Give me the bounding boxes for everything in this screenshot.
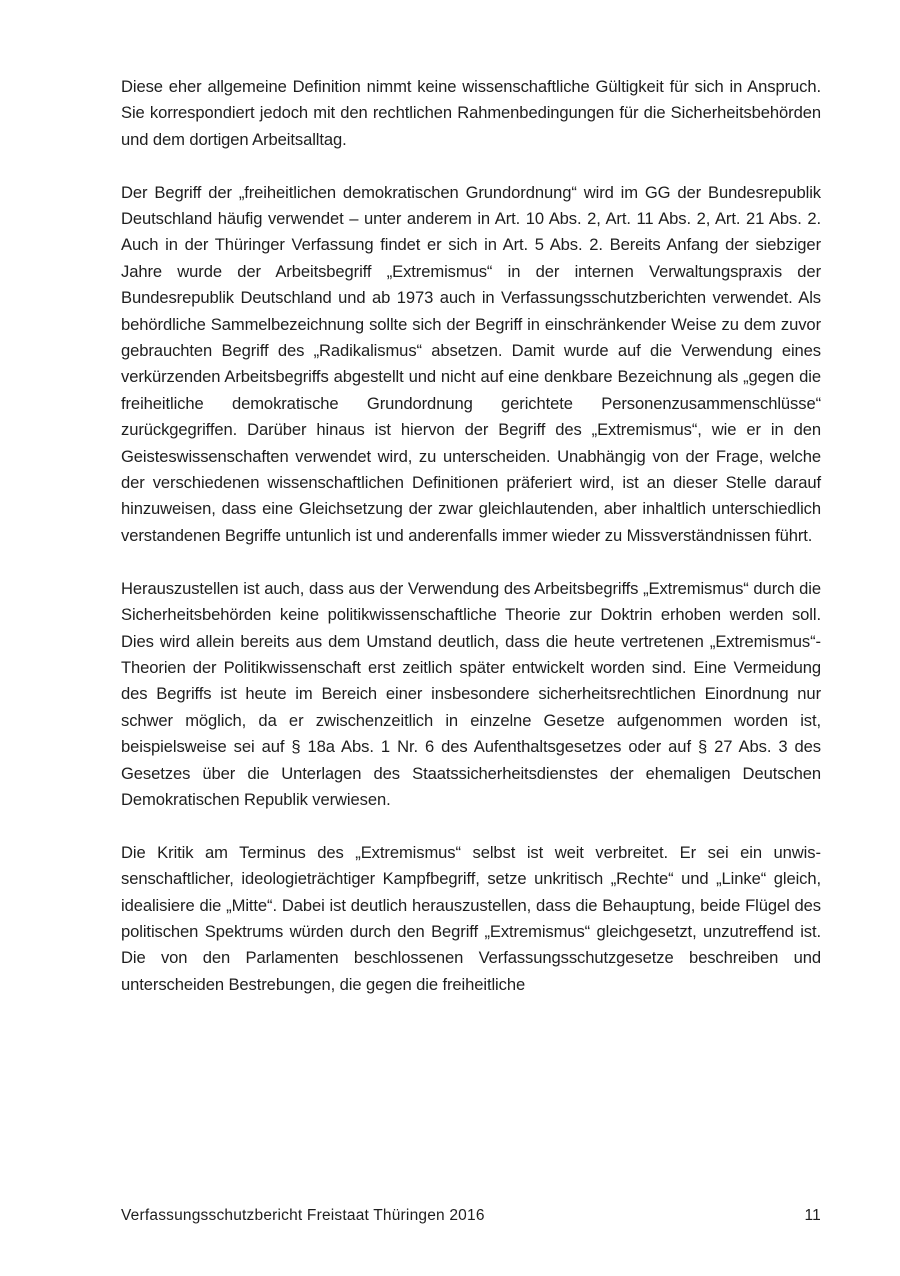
page-body — [121, 74, 821, 998]
footer-title: Verfassungsschutzbericht Freistaat Thüringen 2016 — [121, 1207, 485, 1224]
paragraph-4: Die Kritik am Terminus des „Extremismus“ selbst ist weit verbreitet. Er sei ein unwissenschaftlicher, ideologieträchtiger Kampfbegriff, setze unkritisch „Rechte“ und „Linke“ gleich, idealisiere die „Mitte“. Dabei ist deutlich herauszustellen, dass die Behauptung, beide Flügel des politischen Spektrums würden durch den Begriff „Extremismus“ gleichgesetzt, unzutreffend ist. Die von den Parlamenten beschlossenen Verfassungsschutzgesetze beschreiben und unterscheiden Bestrebungen, die gegen die freiheitliche — [121, 842, 821, 994]
paragraph-3: Herauszustellen ist auch, dass aus der Verwendung des Arbeitsbegriffs „Extremismus“ durch die Sicherheitsbehörden keine politikwissenschaftliche Theorie zur Doktrin erhoben werden soll. Dies wird allein bereits aus dem Umstand deutlich, dass die heute vertretenen „Extremismus“-Theorien der Politikwissenschaft erst zeitlich später entwickelt worden sind. Eine Vermeidung des Begriffs ist heute im Bereich einer insbesondere sicherheitsrechtlichen Einordnung nur schwer möglich, da er zwischenzeitlich in einzelne Gesetze aufgenommen worden ist, beispielsweise sei auf § 18a Abs. 1 Nr. 6 des Aufenthaltsgesetzes oder auf § 27 Abs. 3 des Gesetzes über die Unterlagen des Staatssicherheitsdienstes der ehemaligen Deutschen Demokratischen Republik verwiesen. — [121, 578, 821, 809]
paragraph-1: Diese eher allgemeine Definition nimmt keine wissenschaftliche Gültigkeit für sich in Anspruch. Sie korrespondiert jedoch mit den rechtlichen Rahmenbedingungen für die Sicherheitsbehörden und dem dortigen Arbeitsalltag. — [121, 77, 821, 149]
page-number: 11 — [804, 1207, 821, 1224]
paragraph-2: Der Begriff der „freiheitlichen demokratischen Grundordnung“ wird im GG der Bundesrepublik Deutschland häufig verwendet – unter anderem in Art. 10 Abs. 2, Art. 11 Abs. 2, Art. 21 Abs. 2. Auch in der Thüringer Verfassung findet er sich in Art. 5 Abs. 2. Bereits Anfang der siebziger Jahre wurde der Arbeitsbegriff „Extremismus“ in der internen Verwaltungspraxis der Bundesrepublik Deutschland und ab 1973 auch in Verfassungsschutzberichten verwendet. Als behördliche Sammelbezeichnung sollte sich der Begriff in einschränkender Weise zu dem zuvor gebrauchten Begriff des „Radikalismus“ absetzen. Damit wurde auf die Verwendung eines verkürzenden Arbeitsbegriffs abgestellt und nicht auf eine denkbare Bezeichnung als „gegen die freiheitliche demokratische Grundordnung gerichtete Personenzusammenschlüsse“ zurückgegriffen. Darüber hinaus ist hiervon der Begriff des „Extremismus“, wie er in den Geisteswissenschaften verwendet wird, zu unterscheiden. Unabhängig von der Frage, welche der verschiedenen wissenschaftlichen Definitionen präferiert wird, ist an dieser Stelle darauf hinzuweisen, dass eine Gleichsetzung der zwar gleichlautenden, aber inhaltlich unterschiedlich verstandenen Begriffe untunlich ist und anderenfalls immer wieder zu Missverständnissen führt. — [121, 182, 821, 545]
page-footer — [121, 1205, 821, 1227]
